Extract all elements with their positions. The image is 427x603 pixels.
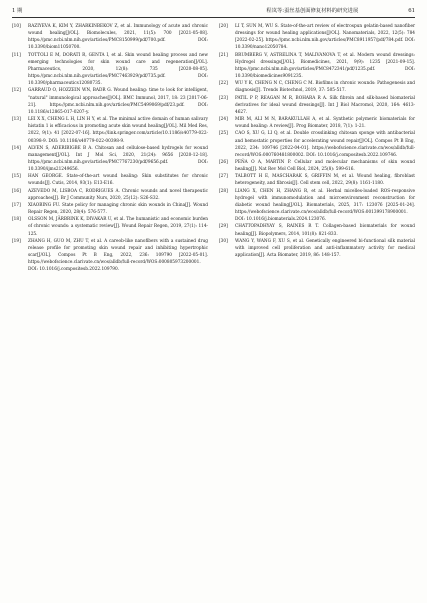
reference-text: CHATTOPADHYAY S, RAINES R T. Collagen-based biomaterials for wound healing[J]. Biopolymers, 2014, 101(8): 821-833. <box>235 224 415 237</box>
running-title: 程岚等:蚕丝基创面修复材料的研究进展 <box>266 8 359 14</box>
reference-number: [30] <box>219 238 228 244</box>
reference-text: TOTTOLI E M, DORATI R, GENTA I, et al. Skin wound healing process and new emerging technologies for skin wound care and regeneration[J/OL]. Pharmaceutics, 2020, 12(8): 735 [2020-08-05]. https://pmc.ncbi.nlm.nih.gov/articles/PMC7463929/pdf/735.pdf. DOI: 10.3390/pharmaceutics12080735. <box>28 52 208 87</box>
reference-text: AZEVEDO M, LISBOA C, RODRIGUES A. Chronic wounds and novel therapeutic approaches[J]. Br J Community Nurs, 2020, 25(12): S26-S32. <box>28 188 208 201</box>
reference-number: [18] <box>12 217 21 223</box>
reference-text: LI T, SUN M, WU S. State-of-the-art review of electrospun gelatin-based nanofiber dressings for wound healing applications[J/OL]. Nanomaterials, 2022, 12(5): 784 [2022-02-25]. https://pmc.ncbi.nlm.nih.gov/articles/PMC8911957/pdf/784.pdf. DOI: 10.3390/nano12050784. <box>235 24 415 51</box>
reference-item <box>219 80 415 94</box>
reference-item <box>219 95 415 116</box>
reference-item <box>219 52 415 81</box>
reference-number: [28] <box>219 188 228 194</box>
references-left-column <box>12 23 208 273</box>
reference-number: [17] <box>12 202 21 208</box>
reference-text: BRUMBERG V, ASTRELINA T, MALIVANOVA T, et al. Modern wound dressings: Hydrogel dressings[J/OL]. Biomedicines, 2021, 9(9): 1235 [2021-09-15]. https://pmc.ncbi.nlm.nih.gov/articles/PMC8472341/pdf/1235.pdf. DOI: 10.3390/biomedicines9091235. <box>235 52 415 80</box>
reference-item <box>219 116 415 130</box>
reference-text: CAO S, XU G, LI Q, et al. Double crosslinking chitosan sponge with antibacterial and hemostatic properties for accelerating wound repair[J/OL]. Compos Pt B Eng, 2022, 234: 109746 [2022-04-01]. https://webofscience.clarivate.cn/wos/alldb/full-record/WOS:000760481800002. DOI: 10.1016/j.compositesb.2022.109746. <box>235 131 415 158</box>
reference-item <box>219 130 415 159</box>
reference-number: [20] <box>219 24 228 29</box>
reference-number: [24] <box>219 117 228 123</box>
reference-number: [10] <box>12 24 21 29</box>
reference-text: PATIL P P, REAGAN M R, BOHARA R A. Silk fibroin and silk-based biomaterial derivatives for ideal wound dressings[J]. Int J Biol Macromol, 2020, 164: 4613-4627. <box>235 95 415 115</box>
reference-text: LIANG X, CHEN H, ZHANG R, et al. Herbal micelles-loaded ROS-responsive hydrogel with immunomodulation and microenvironment reconstruction for diabetic wound healing[J/OL]. Biomaterials, 2025, 317: 123076 [2025-01-24]. https://webofscience.clarivate.cn/wos/alldb/full-record/WOS:001399178900001. DOI: 10.1016/j.biomaterials.2024.123076. <box>235 188 415 223</box>
reference-number: [25] <box>219 131 228 137</box>
reference-text: ZHANG H, GUO M, ZHU T, et al. A careob-like nanofibers with a sustained drug release profile for promoting skin wound repair and inhibiting hypertrophic scar[J/OL]. Compos Pt B Eng, 2022, 236: 109790 [2022-05-01]. https://webofscience.clarivate.cn/wos/alldb/full-record/WOS:000805973200001. DOI: 10.1016/j.compositesb.2022.109790. <box>28 238 208 273</box>
reference-text: PEÑA O A, MARTIN P. Cellular and molecular mechanisms of skin wound healing[J]. Nat Rev Mol Cell Biol, 2024, 25(8): 599-616. <box>235 159 415 173</box>
reference-item <box>12 216 208 237</box>
reference-item <box>12 52 208 88</box>
reference-item <box>12 202 208 216</box>
page-number: 61 <box>408 8 415 14</box>
reference-text: RAZIYEVA K, KIM Y, ZHARKINBEKOV Z, et al. Immunology of acute and chronic wound healing[J/OL]. Biomolecules, 2021, 11(5): 700 [2021-05-08]. https://pmc.ncbi.nlm.nih.gov/articles/PMC8150999/pdf/700.pdf. DOI: 10.3390/biom11050700. <box>28 24 208 51</box>
reference-text: OLSSON M, JÄRBRINK K, DIVAKAR U, et al. The humanistic and economic burden of chronic wounds: a systematic review[J]. Wound Repair Regen, 2019, 27(1): 114-125. <box>28 217 208 237</box>
reference-text: TALBOTT H E, MASCHARAK S, GRIFFIN M, et al. Wound healing, fibroblast heterogeneity, and fibrosis[J]. Cell stem cell, 2022, 29(8): 1161-1180. <box>235 174 415 187</box>
reference-item <box>12 87 208 116</box>
reference-item <box>12 116 208 145</box>
reference-text: WU Y K, CHENG N C, CHENG C M. Biofilms in chronic wounds: Pathogenesis and diagnosis[J]. Trends Biotechnol, 2019, 37: 505-517. <box>235 81 415 94</box>
reference-number: [16] <box>12 188 21 194</box>
reference-number: [11] <box>12 52 21 58</box>
reference-item <box>219 159 415 173</box>
reference-item <box>12 23 208 52</box>
reference-text: ALVEN S, ADERIBIGBE B A. Chitosan and cellulose-based hydrogels for wound management[J/OL]. Int J Mol Sci, 2020, 21(24): 9656 [2020-12-18]. https://pmc.ncbi.nlm.nih.gov/articles/PMC7767230/pdf/9656.pdf. DOI: 10.3390/ijms21249656. <box>28 145 208 173</box>
reference-item <box>12 188 208 202</box>
reference-item <box>12 238 208 274</box>
reference-text: HAN GEORGE. State-of-the-art wound healing: Skin substitutes for chronic wounds[J]. Cutis, 2014, 93(1): E13-E16. <box>28 174 208 187</box>
reference-item <box>219 23 415 52</box>
reference-item <box>12 173 208 187</box>
reference-text: WANG Y, WANG F, XU S, et al. Genetically engineered bi-functional silk material with improved cell proliferation and anti-inflammatory activity for medical application[J]. Acta Biomater, 2019, 86: 148-157. <box>235 238 415 258</box>
reference-number: [22] <box>219 81 228 87</box>
reference-item <box>12 145 208 174</box>
header-rule <box>12 17 415 18</box>
reference-number: [19] <box>12 238 21 244</box>
reference-number: [23] <box>219 95 228 101</box>
reference-text: XIAOBING FU. State policy for managing chronic skin wounds in China[J]. Wound Repair Regen, 2020, 28(4): 576-577. <box>28 202 208 216</box>
references-right-column <box>219 23 415 273</box>
reference-number: [15] <box>12 174 21 180</box>
reference-text: GARRAUD O, HOZZEIN WN, BADR G. Wound healing: time to look for intelligent, "natural" immunological approaches[J/OL]. BMC Immunol, 2017, 18: 23 [2017-06-21]. https://pmc.ncbi.nlm.nih.gov/articles/PMC5499069/pdf/23.pdf. DOI: 10.1186/s12865-017-0207-y. <box>28 88 208 115</box>
reference-number: [13] <box>12 117 21 123</box>
reference-number: [27] <box>219 174 228 180</box>
issue-number: 1 期 <box>12 8 23 14</box>
reference-number: [14] <box>12 145 21 151</box>
reference-number: [26] <box>219 159 228 165</box>
reference-number: [21] <box>219 52 228 58</box>
reference-text: MIR M, ALI M N, BARAKULLAH A, et al. Synthetic polymeric biomaterials for wound healing: A review[J]. Prog Biomater, 2018, 7(1): 1-21. <box>235 117 415 130</box>
reference-item <box>219 173 415 187</box>
reference-item <box>219 238 415 259</box>
reference-number: [29] <box>219 224 228 230</box>
reference-number: [12] <box>12 88 21 94</box>
reference-item <box>219 223 415 237</box>
reference-item <box>219 188 415 224</box>
references-section <box>12 23 415 273</box>
running-header <box>12 6 415 16</box>
reference-text: LEI X X, CHENG L H, LIN H Y, et al. The minimal active domain of human salivary histatin 1 is efficacious in promoting acute skin wound healing[J/OL]. Mil Med Res, 2022, 9(1): 41 [2022-07-16]. https://link.springer.com/article/10.1186/s40779-022-00398-9. DOI: 10.1186/s40779-022-00398-9. <box>28 117 208 144</box>
